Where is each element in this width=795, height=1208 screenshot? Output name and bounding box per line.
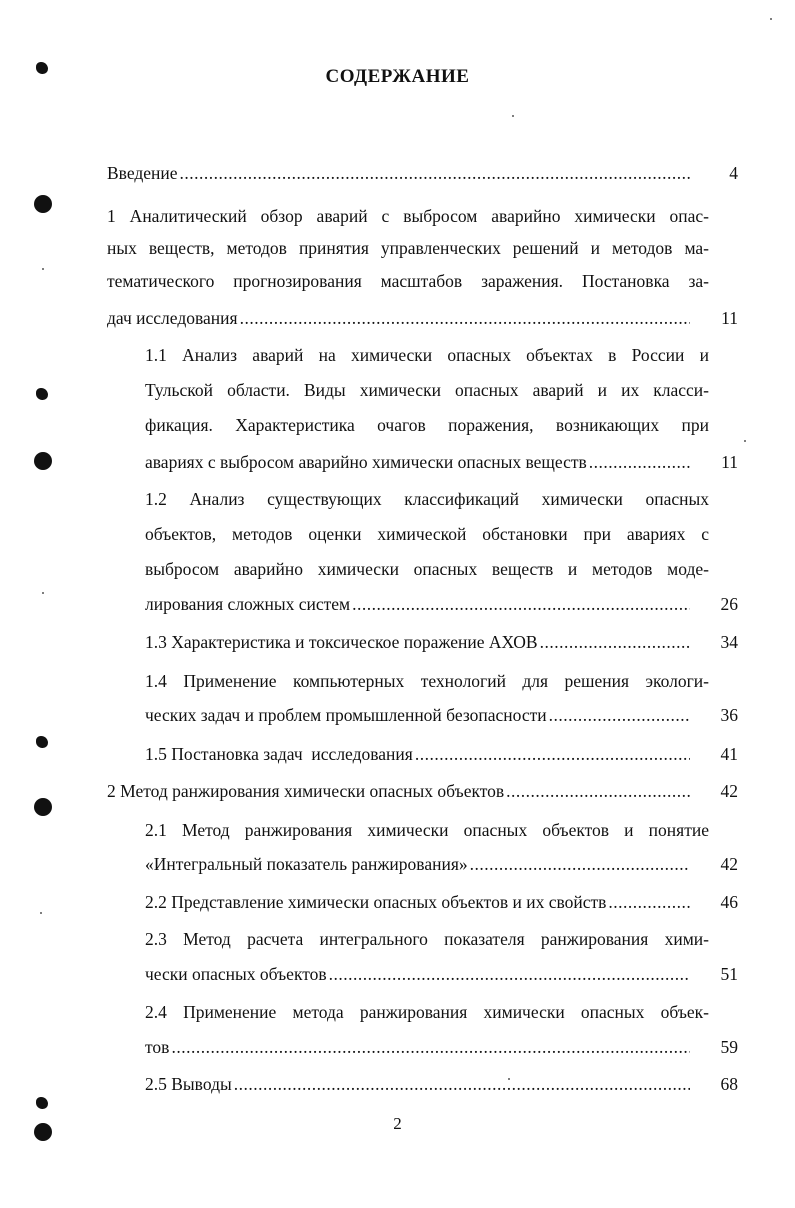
toc-entry-1-4 (145, 702, 690, 728)
leader-dots (171, 1034, 690, 1060)
page-number: 2 (393, 1114, 402, 1133)
toc-entry-2-3 (145, 961, 690, 987)
toc-entry-text: лирования сложных систем (145, 594, 351, 614)
toc-page-number: 41 (720, 744, 738, 764)
scan-speck (744, 440, 746, 442)
toc-entry-line: 2.1 Метод ранжирования химически опасных объектов и понятие (145, 820, 709, 840)
toc-page-number: 46 (720, 892, 738, 912)
toc-page-number: 11 (721, 452, 738, 472)
page-title: СОДЕРЖАНИЕ (325, 66, 470, 87)
toc-page-number: 51 (720, 964, 738, 984)
scan-speck (770, 18, 772, 20)
scan-blot (36, 1097, 48, 1109)
toc-entry-1-5 (145, 741, 690, 767)
toc-page-number: 59 (720, 1037, 738, 1057)
binder-hole (34, 195, 52, 213)
toc-entry-ch2 (107, 778, 690, 804)
toc-entry-text: Введение (107, 163, 178, 183)
toc-entry-text: «Интегральный показатель ранжирования» (145, 854, 468, 874)
toc-entry-ch1 (107, 305, 690, 331)
toc-entry-1-3 (145, 629, 690, 655)
binder-hole (34, 452, 52, 470)
toc-entry-text: авариях с выбросом аварийно химически опасных веществ (145, 452, 587, 472)
binder-hole (34, 1123, 52, 1141)
scan-blot (36, 736, 48, 748)
scan-speck (40, 912, 42, 914)
toc-entry-text: ческих задач и проблем промышленной безопасности (145, 705, 547, 725)
toc-entry-line: 1.2 Анализ существующих классификаций химически опасных (145, 489, 709, 509)
toc-entry-line: Тульской области. Виды химически опасных аварий и их класси- (145, 380, 709, 400)
toc-entry-line: фикация. Характеристика очагов поражения, возникающих при (145, 415, 709, 435)
toc-entry-text: 1.3 Характеристика и токсическое поражение АХОВ (145, 632, 538, 652)
leader-dots (608, 889, 690, 915)
leader-dots (352, 591, 690, 617)
toc-page-number: 42 (720, 781, 738, 801)
toc-page-number: 11 (721, 308, 738, 328)
toc-entry-text: 2.5 Выводы (145, 1074, 232, 1094)
toc-page-number: 4 (729, 163, 738, 183)
scan-speck (512, 115, 514, 117)
toc-entry-line: 2.3 Метод расчета интегрального показателя ранжирования хими- (145, 929, 709, 949)
scan-blot (36, 62, 48, 74)
toc-entry-line: выбросом аварийно химически опасных веществ и методов моде- (145, 559, 709, 579)
toc-entry-line: 2.4 Применение метода ранжирования химически опасных объек- (145, 1002, 709, 1022)
toc-entry-text: дач исследования (107, 308, 238, 328)
toc-entry-2-5 (145, 1071, 690, 1097)
toc-entry-text: чески опасных объектов (145, 964, 327, 984)
leader-dots (506, 778, 690, 804)
leader-dots (180, 160, 690, 186)
toc-entry-2-4 (145, 1034, 690, 1060)
toc-page-number: 26 (720, 594, 738, 614)
leader-dots (470, 851, 690, 877)
toc-entry-line: тематического прогнозирования масштабов заражения. Постановка за- (107, 271, 709, 291)
scan-speck (508, 1078, 510, 1080)
toc-entry-text: 2.2 Представление химически опасных объектов и их свойств (145, 892, 607, 912)
toc-entry-line: 1 Аналитический обзор аварий с выбросом аварийно химически опас- (107, 206, 709, 226)
toc-entry-line: 1.1 Анализ аварий на химически опасных объектах в России и (145, 345, 709, 365)
scan-blot (36, 388, 48, 400)
toc-entry-line: ных веществ, методов принятия управленческих решений и методов ма- (107, 238, 709, 258)
toc-entry-text: 2 Метод ранжирования химически опасных объектов (107, 781, 505, 801)
scan-speck (42, 268, 44, 270)
toc-entry-2-1 (145, 851, 690, 877)
toc-page-number: 34 (720, 632, 738, 652)
leader-dots (589, 449, 690, 475)
leader-dots (234, 1071, 690, 1097)
toc-entry-line: объектов, методов оценки химической обстановки при авариях с (145, 524, 709, 544)
toc-entry-1-1 (145, 449, 690, 475)
leader-dots (329, 961, 690, 987)
leader-dots (549, 702, 690, 728)
toc-page-number: 36 (720, 705, 738, 725)
toc-entry-text: тов (145, 1037, 170, 1057)
toc-entry-2-2 (145, 889, 690, 915)
toc-entry-line: 1.4 Применение компьютерных технологий для решения экологи- (145, 671, 709, 691)
leader-dots (240, 305, 690, 331)
toc-entry-intro (107, 160, 690, 186)
toc-entry-text: 1.5 Постановка задач исследования (145, 744, 413, 764)
scan-speck (42, 592, 44, 594)
toc-page-number: 42 (720, 854, 738, 874)
toc-entry-1-2 (145, 591, 690, 617)
leader-dots (540, 629, 690, 655)
leader-dots (415, 741, 690, 767)
toc-page-number: 68 (720, 1074, 738, 1094)
binder-hole (34, 798, 52, 816)
